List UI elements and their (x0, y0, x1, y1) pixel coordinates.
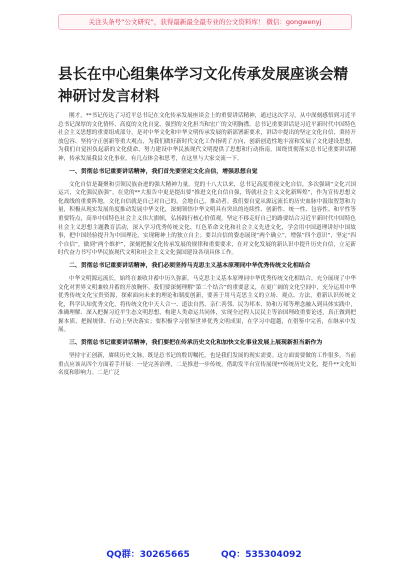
section-heading: 三、贯彻总书记重要讲话精神，我们要把在传承历史文化和加快文化事业发展上展现新担当新作为 (69, 340, 323, 347)
section-heading: 一、贯彻总书记重要讲话精神，我们首先要坚定文化自信，增强思想自觉 (69, 168, 258, 175)
contact-footer (0, 548, 408, 562)
body-paragraph: 坚持守正创新，赓续历史文脉，既是总书记的殷切嘱托，也是我们发展的现实需要。这方面需要做的工作很多，当前重点应该从四个方面着手开展：一是完善治理，二是推进一步传统，借助发平台宣传展现**传统历史文化，提升**文化知名度和影响力。二是广泛 (58, 353, 356, 377)
body-paragraph: 中华文明源远流长，始终在兼收并蓄中历久弥新。马克思主义基本原理同中华优秀传统文化相结合，充分展现了中华文化对世界文明兼收并蓄的开放胸怀。我们要深刻理解“第二个结合”的重要意义，在更广阔的文化空间中，充分运用中华优秀传统文化宝贵资源，探索面向未来的理论和制度创新，要善于用马克思主义的立场、观点、方法，重新认识传统文化，科学认知优秀文化，将传统文化中天人合一、道法自然、亲仁善邻、民为邦本、协和万邦等理念融入到具体实践中，准确理解、深入把握习近平生态文明思想，构建人类命运共同体，实现全过程人民民主等治国理政重要论述，真正做到把握本质、把握规律、行动上坚决落实；要积极学习借鉴世界优秀文明成果，在学习中超越，在借鉴中完善，在继承中发展。 (58, 275, 356, 334)
promo-banner (58, 14, 352, 30)
qq-group-number: QQ群：30265665 (106, 550, 190, 560)
qq-contact-number: QQ：535304092 (220, 550, 302, 560)
body-paragraph: 刚才，**书记传达了习近平总书记在文化传承发展座谈会上的重要讲话精神，通过这次学习，从中深刻感悟到习近平总书记深厚的文化情怀、高度的文化自觉、强烈的文化担当和宏广的文明胸襟。总书记重要讲话是习近平新时代中国特色社会主义思想的重要组成部分，是对中华文化和中华文明传承发展的新部署新要求，讲话中提出的坚定文化自信、秉持开放包容、坚持守正创新等重大观点，为我们做好新时代文化工作指明了方向，创新创造性地丰富和发展了文化建设思想，为我们自觉担负起新的文化使命、努力建设中华民族现代文明提供了思想和行动指南。围绕贯彻落实总书记重要讲话精神，传承发展我县文化事业，有几点体会和思考，在这里与大家交流一下。 (58, 113, 356, 162)
document-body (58, 112, 356, 542)
document-title: 县长在中心组集体学习文化传承发展座谈会精神研讨发言材料 (58, 67, 348, 105)
promo-banner-text: 关注头条号“公文研究”，获得最新最全最专业的公文资料库！ 微信：gongwenyj (88, 18, 322, 26)
section-heading: 二、贯彻总书记重要讲话精神，我们必须坚持马克思主义基本原理同中华优秀传统文化相结合 (69, 262, 311, 269)
body-paragraph: 文化自信是凝聚和引领民族奋进的强大精神力量。党的十八大以来，总书记高度重视文化自信，多次强调“文化兴国运兴，文化强民族强”。在党的**大报告中更是提出要“推进文化自信自强，铸就社会主义文化新辉煌”，作为宣传思想文化战线的重要阵地，文化自信就是自己对自己的，会地自己，推动者。我们要自觉从源远流长的历史血脉中汲取智慧和力量，积极从现实发展角度推动发展中华文化，深刻领悟中华文明具有突出的连续性、创新性、统一性、包容性、和平性等重要特点，高举中国特色社会主义伟大旗帜，弘扬践行核心价值观，坚定不移走好自己的路要结合习近平新时代中国特色社会主义思想主题教育活动，深入学习优秀传统文化、红色革命文化和社会主义先进文化，学会用中国道理讲好中国故事，把中国经验提升为中国理论，实现精神上的独立自主；要以自信的姿态展现“两个确立”，增强“四个意识”，坚定“四个自信”，做到“两个维护”，深刻把握文化传承发展的规律和重要要求，在对文化发展的新认识中提升历史自信，立足新时代奋力书写中华民族现代文明和社会主义文化强国建设各项具体工作。 (58, 181, 356, 257)
